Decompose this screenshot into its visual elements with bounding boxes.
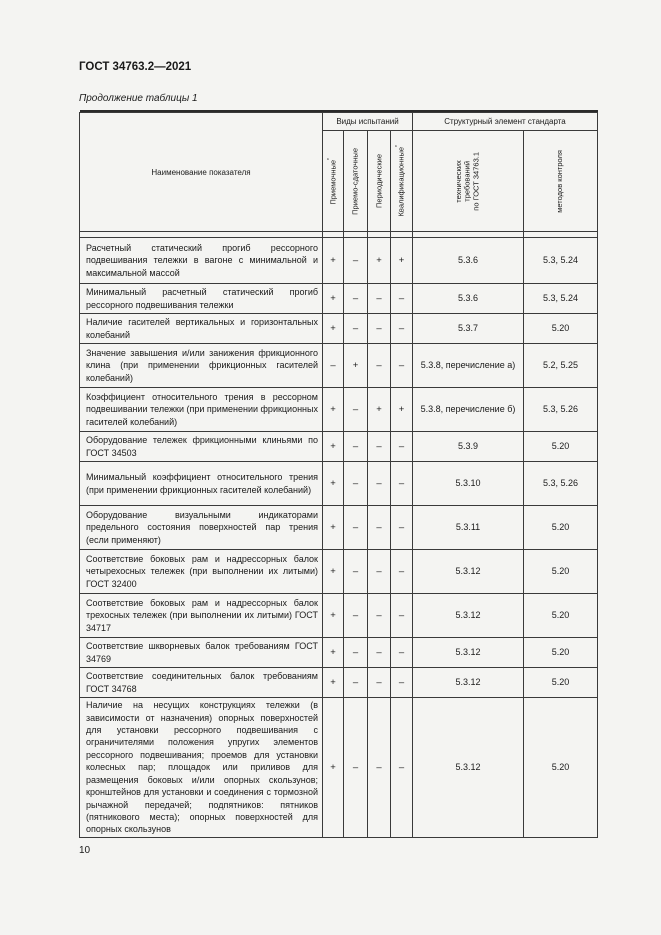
test-mark: – [368,698,391,838]
table-row [80,506,598,550]
control-method-ref: 5.3, 5.26 [524,388,598,432]
indicator-name: Соответствие соединительных балок требованиям ГОСТ 34768 [80,668,323,698]
test-mark: – [368,506,391,550]
control-method-ref: 5.20 [524,698,598,838]
test-mark: – [391,668,413,698]
table-row [80,594,598,638]
test-mark: – [391,284,413,314]
table-caption: Продолжение таблицы 1 [79,93,198,104]
indicator-name: Значение завышения и/или занижения фрикционного клина (при применении фрикционных гасителей колебаний) [80,344,323,388]
control-method-ref: 5.20 [524,506,598,550]
technical-requirement-ref: 5.3.8, перечисление а) [413,344,524,388]
test-mark: – [344,238,368,284]
technical-requirement-ref: 5.3.6 [413,284,524,314]
requirements-table [79,110,598,838]
test-mark: + [323,314,344,344]
table-body [80,238,598,838]
test-mark: + [323,506,344,550]
test-mark: + [344,344,368,388]
test-mark: + [391,238,413,284]
indicator-name: Наличие на несущих конструкциях тележки (в зависимости от назначения) опорных поверхностей для установки рессорного подвешивания с ограничителями положения упругих элементов рессорного подвешивания; проемов для установки колесных пар; площадок или приливов для размещения боковых и/или опорных скользунов; кронштейнов для установки и соединения с тормозной рычажной передачей; подпятников: пятников (пятникового места); опорных поверхностей для опорных скользунов [80,698,323,838]
test-mark: + [323,594,344,638]
control-method-ref: 5.3, 5.26 [524,462,598,506]
test-mark: – [391,314,413,344]
test-mark: + [368,388,391,432]
header-test-type: Приемо-сдаточные [344,131,368,232]
indicator-name: Соответствие боковых рам и надрессорных балок трехосных тележек (при выполнении их литыми) ГОСТ 34717 [80,594,323,638]
technical-requirement-ref: 5.3.12 [413,698,524,838]
test-mark: + [368,238,391,284]
header-test-type: Периодические [368,131,391,232]
control-method-ref: 5.20 [524,550,598,594]
test-mark: – [344,638,368,668]
test-mark: – [344,388,368,432]
test-mark: + [391,388,413,432]
test-mark: – [391,594,413,638]
test-mark: – [368,594,391,638]
test-mark: – [344,698,368,838]
test-mark: – [368,284,391,314]
control-method-ref: 5.20 [524,668,598,698]
test-mark: – [391,432,413,462]
header-test-type: Приемочные* [323,131,344,232]
technical-requirement-ref: 5.3.12 [413,594,524,638]
test-mark: – [344,594,368,638]
table-row [80,550,598,594]
technical-requirement-ref: 5.3.6 [413,238,524,284]
test-mark: – [368,314,391,344]
indicator-name: Коэффициент относительного трения в рессорном подвешивании тележки (при применении фрикционных гасителей колебаний) [80,388,323,432]
table-row [80,638,598,668]
page-number: 10 [79,845,91,856]
test-mark: – [344,506,368,550]
test-mark: – [344,432,368,462]
control-method-ref: 5.20 [524,314,598,344]
test-mark: – [391,506,413,550]
test-mark: – [368,668,391,698]
test-mark: – [344,314,368,344]
test-mark: + [323,698,344,838]
indicator-name: Оборудование визуальными индикаторами предельного состояния поверхностей пар трения (если применяют) [80,506,323,550]
test-mark: – [368,462,391,506]
test-mark: – [368,432,391,462]
test-mark: – [344,668,368,698]
test-mark: + [323,432,344,462]
technical-requirement-ref: 5.3.7 [413,314,524,344]
technical-requirement-ref: 5.3.11 [413,506,524,550]
test-mark: + [323,238,344,284]
indicator-name: Расчетный статический прогиб рессорного подвешивания тележки в вагоне с минимальной и максимальной массой [80,238,323,284]
indicator-name: Оборудование тележек фрикционными клиньями по ГОСТ 34503 [80,432,323,462]
table-row [80,238,598,284]
table-row [80,284,598,314]
table-row [80,388,598,432]
indicator-name: Минимальный расчетный статический прогиб рессорного подвешивания тележки [80,284,323,314]
control-method-ref: 5.20 [524,432,598,462]
table-row [80,462,598,506]
test-mark: + [323,668,344,698]
control-method-ref: 5.20 [524,594,598,638]
indicator-name: Соответствие шкворневых балок требованиям ГОСТ 34769 [80,638,323,668]
table-row [80,698,598,838]
control-method-ref: 5.2, 5.25 [524,344,598,388]
test-mark: + [323,550,344,594]
test-mark: – [391,462,413,506]
header-technical-requirements: технических требований по ГОСТ 34763.1 [413,131,524,232]
header-indicator-name: Наименование показателя [80,113,323,232]
table-row [80,314,598,344]
test-mark: – [391,638,413,668]
indicator-name: Минимальный коэффициент относительного трения (при применении фрикционных гасителей колебаний) [80,462,323,506]
test-mark: – [391,698,413,838]
indicator-name: Соответствие боковых рам и надрессорных балок четырехосных тележек (при выполнении их литыми) ГОСТ 32400 [80,550,323,594]
technical-requirement-ref: 5.3.8, перечисление б) [413,388,524,432]
indicator-name: Наличие гасителей вертикальных и горизонтальных колебаний [80,314,323,344]
test-mark: + [323,462,344,506]
technical-requirement-ref: 5.3.12 [413,668,524,698]
header-test-type: Квалификационные* [391,131,413,232]
document-code: ГОСТ 34763.2—2021 [79,61,192,73]
test-mark: + [323,284,344,314]
technical-requirement-ref: 5.3.12 [413,550,524,594]
table-row [80,344,598,388]
control-method-ref: 5.20 [524,638,598,668]
test-mark: – [344,462,368,506]
test-mark: – [368,344,391,388]
test-mark: – [368,550,391,594]
table-row [80,432,598,462]
test-mark: – [368,638,391,668]
header-test-types: Виды испытаний [323,113,413,131]
control-method-ref: 5.3, 5.24 [524,284,598,314]
table-row [80,668,598,698]
header-control-methods: методов контроля [524,131,598,232]
technical-requirement-ref: 5.3.9 [413,432,524,462]
test-mark: – [391,550,413,594]
header-structural-element: Структурный элемент стандарта [413,113,598,131]
test-mark: – [344,550,368,594]
technical-requirement-ref: 5.3.10 [413,462,524,506]
control-method-ref: 5.3, 5.24 [524,238,598,284]
technical-requirement-ref: 5.3.12 [413,638,524,668]
test-mark: + [323,388,344,432]
test-mark: – [323,344,344,388]
test-mark: – [391,344,413,388]
test-mark: – [344,284,368,314]
test-mark: + [323,638,344,668]
